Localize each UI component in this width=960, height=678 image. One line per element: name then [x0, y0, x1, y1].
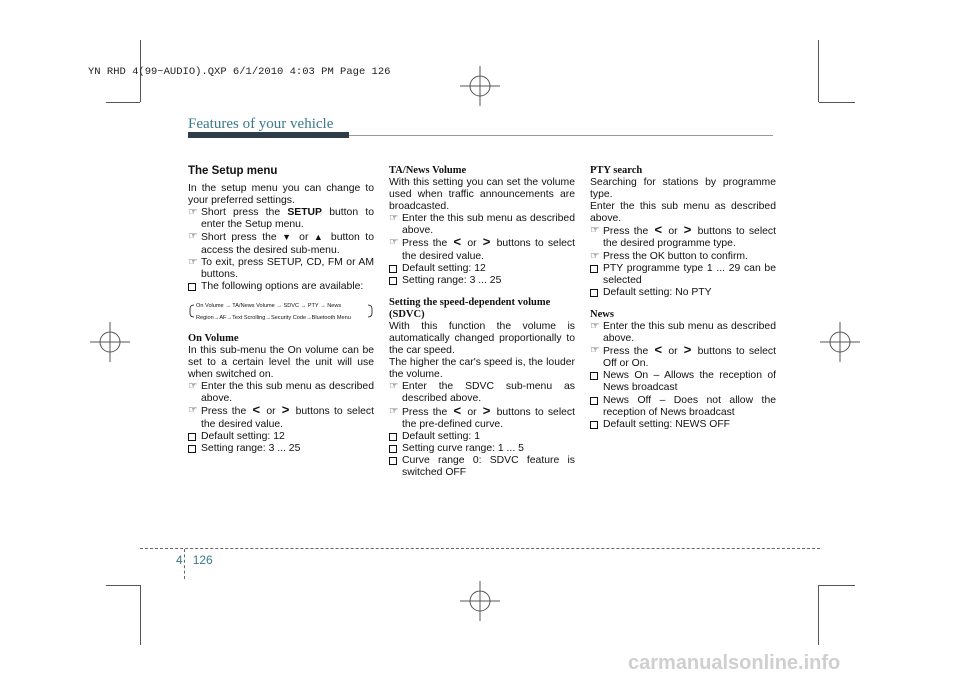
column-3	[590, 165, 776, 431]
footer-rule	[140, 548, 820, 549]
list-item: Default setting: NEWS OFF	[590, 419, 776, 431]
chapter-number: 4	[176, 553, 183, 567]
list-item: ☞ Enter the this sub menu as described above.	[590, 320, 776, 345]
paragraph: With this function the volume is automatically changed proportionally to the car speed.	[389, 320, 575, 357]
checkbox-icon	[590, 419, 602, 433]
list-item: PTY programme type 1 ... 29 can be selected	[590, 263, 776, 287]
paragraph: Enter the this sub menu as described above.	[590, 201, 776, 225]
checkbox-icon	[590, 263, 602, 277]
checkbox-icon	[590, 370, 602, 384]
checkbox-icon	[188, 443, 200, 457]
pointer-icon: ☞	[389, 381, 399, 393]
flow-row-2: Region→AF→Text Scrolling→Security Code→Bluetooth Menu	[196, 314, 351, 321]
print-slug: YN RHD 4(99~AUDIO).QXP 6/1/2010 4:03 PM Page 126	[88, 66, 391, 78]
pointer-icon: ☞	[188, 231, 198, 243]
chevron-right-icon: >	[683, 222, 692, 238]
page-header-title: Features of your vehicle	[188, 116, 334, 132]
list-item: Default setting: 12	[188, 431, 374, 443]
pointer-icon: ☞	[590, 320, 600, 332]
list-item: ☞ Press the < or > buttons to select the desired value.	[188, 402, 374, 430]
list-item: ☞ To exit, press SETUP, CD, FM or AM buttons.	[188, 256, 374, 280]
up-arrow-icon: ▲	[313, 232, 326, 243]
list-item: Setting range: 3 ... 25	[188, 443, 374, 455]
pointer-icon: ☞	[188, 207, 198, 219]
list-item: ☞ Press the < or > buttons to select the desired programme type.	[590, 222, 776, 250]
crop-mark	[819, 102, 855, 103]
pointer-icon: ☞	[590, 225, 600, 237]
pointer-icon: ☞	[188, 381, 198, 393]
chevron-left-icon: <	[654, 222, 663, 238]
chevron-right-icon: >	[482, 402, 491, 418]
list-item: ☞ Press the OK button to confirm.	[590, 250, 748, 262]
pointer-icon: ☞	[389, 213, 399, 225]
list-item: Default setting: No PTY	[590, 287, 776, 299]
list-item: Setting curve range: 1 ... 5	[389, 443, 575, 455]
paragraph: The higher the car's speed is, the louder the volume.	[389, 357, 575, 381]
page-number-value: 126	[192, 553, 213, 567]
header-rule	[349, 135, 773, 136]
list-item: News Off – Does not allow the reception of News broadcast	[590, 395, 776, 419]
down-arrow-icon: ▼	[282, 232, 294, 243]
crop-mark	[819, 585, 855, 586]
list-item: ☞ Enter the this sub menu as described above.	[188, 381, 374, 405]
list-item: News On – Allows the reception of News broadcast	[590, 370, 776, 394]
watermark: carmanualsonline.info	[628, 652, 841, 674]
list-item: ☞ Press the < or > buttons to select the pre-defined curve.	[389, 402, 575, 430]
list-item: ☞ Enter the this sub menu as described above.	[389, 213, 575, 237]
registration-mark-icon	[90, 322, 130, 362]
sub-heading: TA/News Volume	[389, 165, 467, 176]
list-item: ☞ Short press the ▼ or ▲ button to access the desired sub-menu.	[188, 231, 374, 256]
page-number	[176, 553, 213, 567]
paragraph: In the setup menu you can change to your preferred settings.	[188, 183, 374, 207]
registration-mark-icon	[460, 581, 500, 621]
checkbox-icon	[590, 287, 602, 301]
crop-mark	[818, 585, 819, 645]
list-item: ☞ Press the < or > buttons to select Off or On.	[590, 342, 776, 370]
paragraph: Searching for stations by programme type.	[590, 177, 776, 201]
chevron-right-icon: >	[482, 234, 491, 250]
sub-heading: News	[590, 308, 614, 320]
crop-mark	[106, 585, 140, 586]
checkbox-icon	[590, 395, 602, 409]
sub-heading: On Volume	[188, 332, 239, 344]
paragraph: With this setting you can set the volume used when traffic announcements are broadcasted.	[389, 177, 575, 213]
crop-mark	[106, 102, 140, 103]
header-bar	[188, 132, 349, 138]
column-2	[389, 165, 575, 479]
pointer-icon: ☞	[590, 345, 600, 357]
pointer-icon: ☞	[389, 405, 399, 417]
chevron-right-icon: >	[683, 342, 692, 358]
chevron-left-icon: <	[252, 402, 261, 418]
list-item: Default setting: 1	[389, 431, 575, 443]
flow-row-1: On Volume → TA/News Volume → SDVC → PTY → News	[196, 302, 342, 309]
checkbox-icon	[389, 455, 401, 469]
crop-mark	[818, 40, 819, 102]
sub-heading: Setting the speed-dependent volume (SDVC)	[389, 296, 551, 320]
setup-key-label: SETUP	[287, 207, 322, 219]
menu-flow-diagram	[188, 299, 374, 323]
crop-mark	[140, 585, 141, 645]
checkbox-icon	[188, 281, 200, 295]
list-item: Curve range 0: SDVC feature is switched OFF	[389, 455, 575, 479]
list-item: ☞ Enter the SDVC sub-menu as described above.	[389, 381, 575, 405]
list-item: Default setting: 12	[389, 263, 575, 275]
column-1	[188, 165, 374, 455]
sub-heading: PTY search	[590, 165, 643, 176]
registration-mark-icon	[460, 66, 500, 106]
pointer-icon: ☞	[389, 237, 399, 249]
chevron-left-icon: <	[453, 234, 462, 250]
paragraph: In this sub-menu the On volume can be set to a certain level the unit will use when switched on.	[188, 344, 374, 381]
pointer-icon: ☞	[188, 256, 198, 268]
section-heading: The Setup menu	[188, 165, 278, 177]
pointer-icon: ☞	[590, 250, 600, 262]
list-item: ☞ Press the < or > buttons to select the desired value.	[389, 234, 575, 262]
checkbox-icon	[389, 275, 401, 289]
chevron-left-icon: <	[654, 342, 663, 358]
registration-mark-icon	[820, 322, 860, 362]
pointer-icon: ☞	[188, 405, 198, 417]
list-item: The following options are available:	[188, 281, 374, 293]
list-item: Setting range: 3 ... 25	[389, 275, 575, 287]
list-item: ☞ Short press the SETUP button to enter the Setup menu.	[188, 207, 374, 231]
chevron-left-icon: <	[453, 402, 462, 418]
chevron-right-icon: >	[281, 402, 290, 418]
